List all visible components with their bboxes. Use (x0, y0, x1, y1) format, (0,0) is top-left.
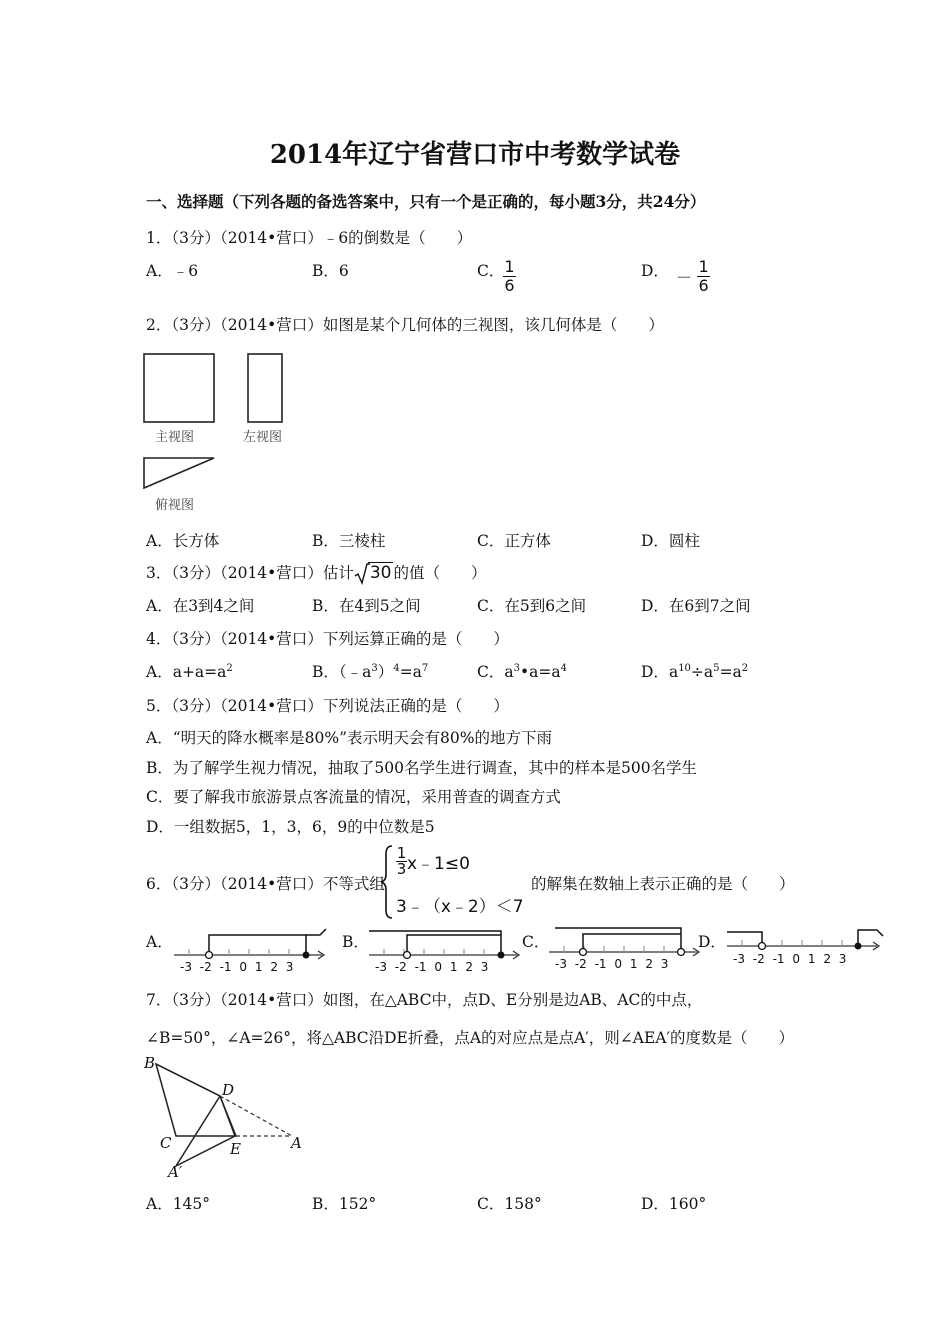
question-4-stem: 4．（3分）（2014•营口）下列运算正确的是（ ） (146, 630, 509, 648)
q4-c-label: C． (477, 663, 505, 681)
q5-option-c: C．要了解我市旅游景点客流量的情况，采用普查的调查方式 (146, 788, 561, 806)
q1-c-denominator: 6 (504, 276, 515, 295)
q2-option-b: B．三棱柱 (312, 532, 386, 550)
number-line-d-ticks (733, 952, 846, 966)
tick-label: 3 (480, 960, 489, 974)
system-brace (380, 844, 394, 920)
q4-c-exp1: 3 (513, 663, 520, 674)
q3-radicand: 30 (369, 563, 392, 583)
q4-d-expr1: a (668, 663, 679, 681)
tick-label: -2 (752, 952, 765, 966)
q3-stem-pre: 3．（3分）（2014•营口）估计 (146, 564, 354, 582)
q1-c-numerator: 1 (504, 257, 515, 276)
tick-label: 3 (838, 952, 847, 966)
tick-label: -1 (219, 960, 232, 974)
q4-b-expr1: （﹣a (338, 663, 372, 681)
q4-option-b (312, 660, 428, 682)
folded-triangle (176, 1096, 235, 1166)
question-2-stem: 2．（3分）（2014•营口）如图是某个几何体的三视图，该几何体是（ ） (146, 316, 664, 334)
point-label-e: E (230, 1140, 241, 1158)
q6-line1-denominator: 3 (396, 860, 407, 878)
q6-option-c: C． (522, 933, 550, 951)
q1-d-sign: － (676, 268, 693, 287)
q4-d-expr3: =a (719, 663, 742, 681)
q4-d-exp3: 2 (741, 663, 749, 674)
tick-label: 0 (614, 957, 623, 971)
q3-stem-post: 的值（ ） (393, 564, 487, 582)
question-3-stem (146, 561, 486, 583)
q4-d-label: D． (641, 663, 669, 681)
q4-d-exp2: 5 (713, 663, 720, 674)
tick-label: 2 (645, 957, 653, 971)
q2-option-d: D．圆柱 (641, 532, 700, 550)
tick-label: 1 (629, 957, 638, 971)
q3-option-b: B．在4到5之间 (312, 597, 421, 615)
q4-c-exp2: 4 (560, 663, 567, 674)
tick-label: 2 (823, 952, 831, 966)
q5-option-a: A．“明天的降水概率是80%”表示明天会有80%的地方下雨 (146, 729, 552, 747)
q1-option-b: B．6 (312, 262, 349, 280)
tick-label: 1 (449, 960, 458, 974)
q3-option-d: D．在6到7之间 (641, 597, 751, 615)
tick-label: -3 (375, 960, 387, 974)
top-view-triangle (144, 458, 214, 488)
question-7-stem-line1: 7．（3分）（2014•营口）如图，在△ABC中，点D、E分别是边AB、AC的中点， (146, 991, 703, 1009)
q7-option-b: B．152° (312, 1195, 377, 1213)
dashed-segment-da (220, 1096, 292, 1136)
q4-b-label: B． (312, 663, 339, 681)
q6-stem-post: 的解集在数轴上表示正确的是（ ） (531, 875, 795, 893)
number-line-c-ticks (555, 957, 668, 971)
q3-option-c: C．在5到6之间 (477, 597, 587, 615)
q4-a-exp: 2 (226, 663, 233, 674)
q2-option-a: A．长方体 (146, 532, 220, 550)
q1-option-d: D． (641, 262, 669, 280)
system-line-2: 3﹣（x﹣2）＜7 (396, 897, 524, 917)
triangle-fold-figure (140, 1052, 320, 1182)
left-view-rectangle (248, 354, 282, 422)
q3-option-a: A．在3到4之间 (146, 597, 255, 615)
tick-label: -2 (199, 960, 212, 974)
q2-option-c: C．正方体 (477, 532, 551, 550)
point-label-c: C (160, 1134, 172, 1152)
q1-d-numerator: 1 (698, 257, 709, 276)
number-line-a-ticks (180, 960, 293, 974)
q1-c-fraction (503, 258, 516, 295)
q4-d-expr2: ÷a (690, 663, 714, 681)
tick-label: -1 (414, 960, 427, 974)
q4-a-expr: a+a=a (172, 663, 227, 681)
tick-label: -3 (180, 960, 192, 974)
top-view-label: 俯视图 (155, 498, 195, 513)
question-1-stem: 1．（3分）（2014•营口）﹣6的倒数是（ ） (146, 229, 473, 247)
q7-option-a: A．145° (146, 1195, 211, 1213)
q1-option-c (477, 259, 504, 281)
q4-c-expr1: a (504, 663, 514, 681)
tick-label: 2 (270, 960, 278, 974)
q4-option-c (477, 660, 567, 682)
q4-d-exp1: 10 (678, 663, 691, 674)
page-title: 2014年辽宁省营口市中考数学试卷 (269, 140, 681, 170)
tick-label: 0 (792, 952, 801, 966)
section-heading: 一、选择题（下列各题的备选答案中，只有一个是正确的，每小题3分，共24分） (146, 192, 706, 211)
q4-b-expr3: =a (399, 663, 422, 681)
q1-option-a: A．﹣6 (146, 262, 199, 280)
tick-label: 0 (239, 960, 248, 974)
q4-b-expr2: ） (377, 663, 394, 681)
q1-d-denominator: 6 (698, 276, 709, 295)
point-label-a-prime: A′ (168, 1163, 183, 1181)
q5-option-b: B．为了解学生视力情况，抽取了500名学生进行调查，其中的样本是500名学生 (146, 759, 698, 777)
left-view-label: 左视图 (243, 430, 283, 445)
tick-label: 1 (807, 952, 816, 966)
q6-option-d: D． (698, 933, 726, 951)
tick-label: 0 (434, 960, 443, 974)
q6-line1-numerator: 1 (396, 844, 407, 862)
q4-b-exp1: 3 (371, 663, 378, 674)
number-line-b-ticks (375, 960, 488, 974)
point-label-d: D (222, 1081, 235, 1099)
q4-b-exp2: 4 (393, 663, 400, 674)
q5-option-d: D．一组数据5，1，3，6，9的中位数是5 (146, 818, 435, 836)
tick-label: -3 (555, 957, 567, 971)
q1-option-c-label: C． (477, 262, 505, 280)
tick-label: -2 (574, 957, 587, 971)
q6-stem-pre: 6．（3分）（2014•营口）不等式组 (146, 875, 385, 893)
triangle-quad-bcde (156, 1064, 236, 1136)
tick-label: -1 (594, 957, 607, 971)
tick-label: 3 (660, 957, 669, 971)
point-label-a: A (291, 1134, 302, 1152)
tick-label: -1 (772, 952, 785, 966)
tick-label: 2 (465, 960, 473, 974)
tick-label: 3 (285, 960, 294, 974)
front-view-label: 主视图 (155, 430, 195, 445)
question-5-stem: 5．（3分）（2014•营口）下列说法正确的是（ ） (146, 697, 509, 715)
q4-option-a (146, 660, 233, 682)
point-label-b: B (144, 1054, 156, 1072)
q6-line1-rest: x﹣1≤0 (407, 854, 470, 874)
tick-label: -2 (394, 960, 407, 974)
q7-option-c: C．158° (477, 1195, 542, 1213)
front-view-square (144, 354, 214, 422)
q1-d-fraction (676, 258, 710, 295)
q4-c-expr2: •a=a (520, 663, 561, 681)
q6-option-b: B． (342, 933, 369, 951)
q7-option-d: D．160° (641, 1195, 707, 1213)
question-7-stem-line2: ∠B=50°，∠A=26°，将△ABC沿DE折叠，点A的对应点是点A′，则∠AEA′的度数是（ ） (146, 1029, 794, 1047)
q4-option-d (641, 660, 748, 682)
system-line-1 (396, 846, 470, 877)
q6-option-a: A． (146, 933, 173, 951)
q4-b-exp3: 7 (421, 663, 429, 674)
q4-a-label: A． (146, 663, 173, 681)
tick-label: 1 (254, 960, 263, 974)
tick-label: -3 (733, 952, 745, 966)
sqrt-symbol (354, 563, 394, 583)
